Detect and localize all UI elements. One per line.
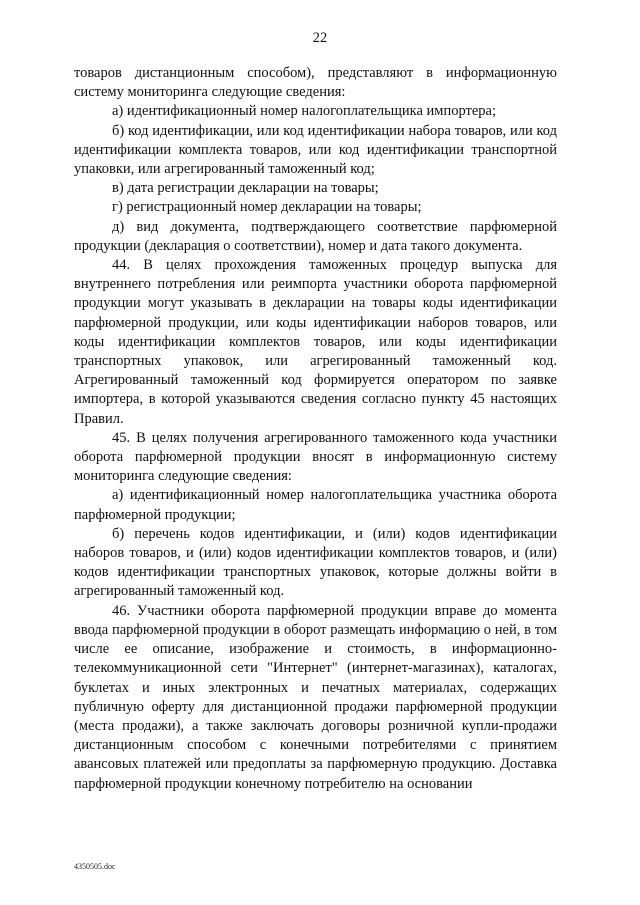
- clause-45-item-b: б) перечень кодов идентификации, и (или) кодов идентификации наборов товаров, и (или) кодов идентификации комплектов товаров, и (или) кодов идентификации транспортных упаковок, которые должны войти в агрегированный таможенный код.: [74, 525, 557, 600]
- list-item-v: в) дата регистрации декларации на товары;: [112, 180, 379, 197]
- paragraph-continuation: товаров дистанционным способом), представляют в информационную систему мониторинга следующие сведения:: [74, 65, 557, 101]
- document-body: [74, 64, 557, 794]
- page-number: 22: [312, 30, 328, 46]
- clause-46: 46. Участники оборота парфюмерной продукции вправе до момента ввода парфюмерной продукции в оборот размещать информацию о ней, в том числе ее описание, изображение и стоимость, в информационно-телекоммуникационной сети "Интернет" (интернет-магазинах), каталогах, буклетах и иных электронных и печатных материалах, содержащих публичную оферту для дистанционной продажи парфюмерной продукции (места продажи), а также заключать договоры розничной купли-продажи дистанционным способом с конечными потребителями с принятием авансовых платежей или предоплаты за парфюмерную продукцию. Доставка парфюмерной продукции конечному потребителю на основании: [74, 602, 557, 792]
- clause-44: 44. В целях прохождения таможенных процедур выпуска для внутреннего потребления или реимпорта участники оборота парфюмерной продукции могут указывать в декларации на товары коды идентификации парфюмерной продукции, или коды идентификации наборов товаров, или коды идентификации комплектов товаров, или коды идентификации транспортных упаковок, или агрегированный таможенный код. Агрегированный таможенный код формируется оператором по заявке импортера, в которой указываются сведения согласно пункту 45 настоящих Правил.: [74, 257, 557, 427]
- list-item-a: а) идентификационный номер налогоплательщика импортера;: [112, 103, 496, 120]
- list-item-g: г) регистрационный номер декларации на товары;: [112, 199, 422, 216]
- list-item-b: б) код идентификации, или код идентификации набора товаров, или код идентификации комплекта товаров, или код идентификации транспортной упаковки, или агрегированный таможенный код;: [74, 122, 557, 178]
- file-name-footer: 4350505.doc: [74, 862, 116, 871]
- list-item-d: д) вид документа, подтверждающего соответствие парфюмерной продукции (декларация о соответствии), номер и дата такого документа.: [74, 218, 557, 254]
- clause-45: 45. В целях получения агрегированного таможенного кода участники оборота парфюмерной продукции вносят в информационную систему мониторинга следующие сведения:: [74, 429, 557, 485]
- clause-45-item-a: а) идентификационный номер налогоплательщика участника оборота парфюмерной продукции;: [74, 487, 557, 523]
